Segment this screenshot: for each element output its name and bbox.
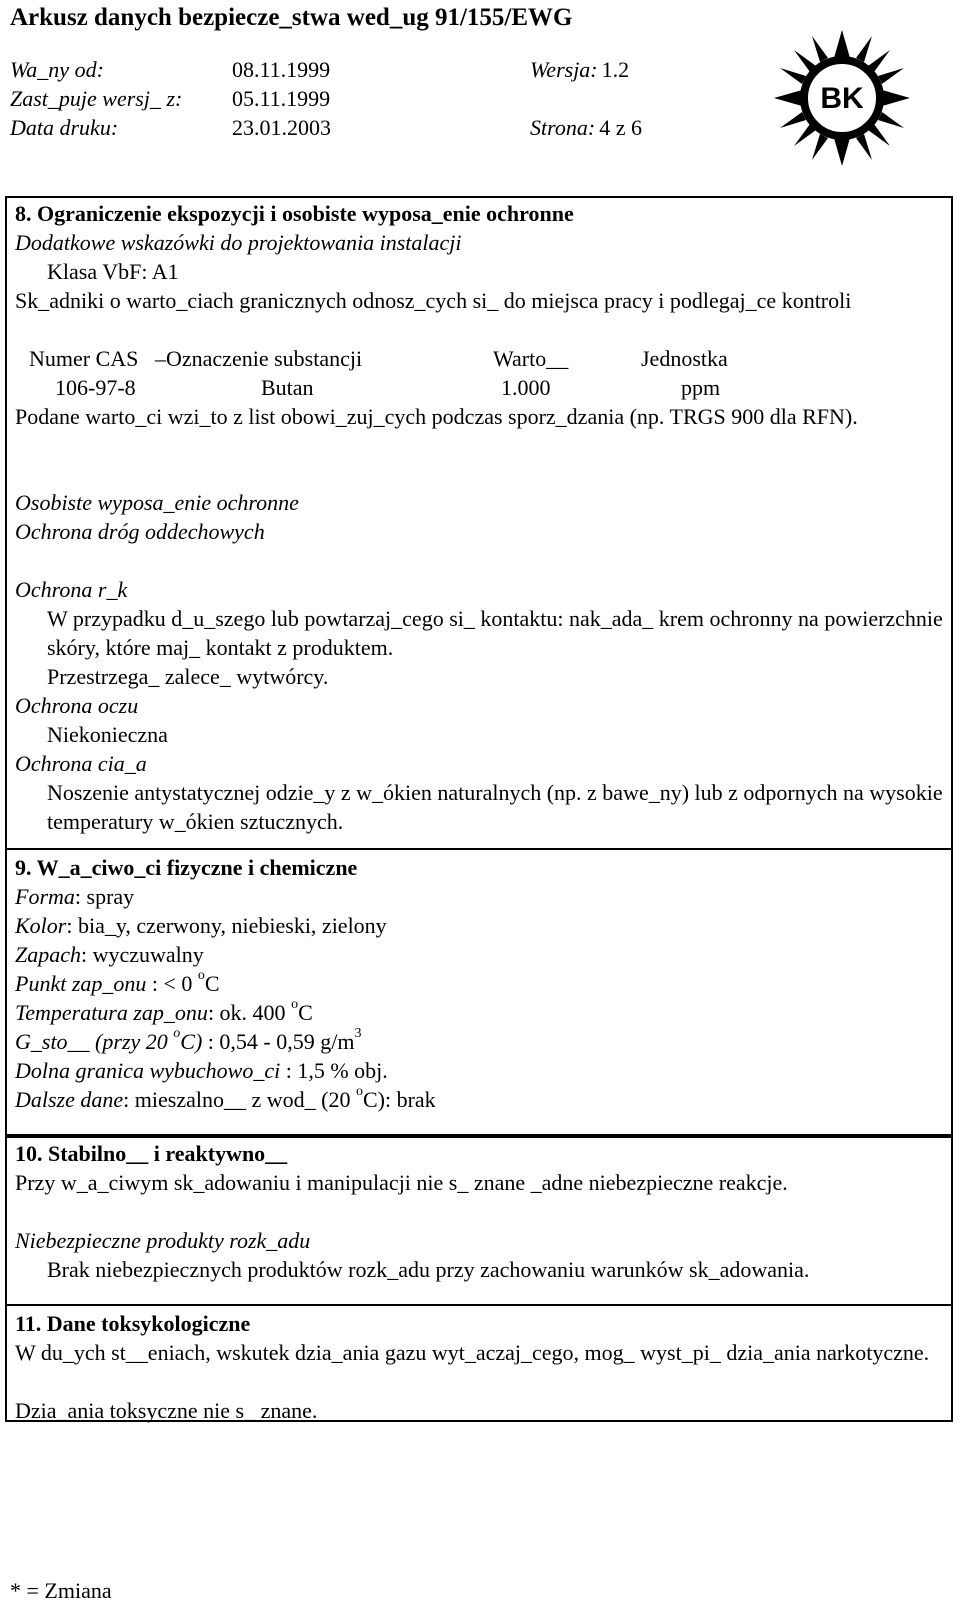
density-label-end: C) <box>180 1029 203 1054</box>
prop-flash-point <box>15 970 943 999</box>
misc-value-end: C): brak <box>362 1087 436 1112</box>
install-heading: Dodatkowe wskazówki do projektowania instalacji <box>15 230 462 255</box>
version-label: Wersja: <box>530 57 598 82</box>
decomposition-heading: Niebezpieczne produkty rozk_adu <box>15 1228 311 1253</box>
form-label: Forma <box>15 884 75 909</box>
logo-lettering: BK <box>820 82 864 115</box>
color-value: : bia_y, czerwony, niebieski, zielony <box>66 913 387 938</box>
misc-value: : mieszalno__ z wod_ (20 <box>123 1087 356 1112</box>
eyes-heading: Ochrona oczu <box>15 693 139 718</box>
cell-cas: 106-97-8 <box>55 375 136 400</box>
toxicology-text-2: Dzia_ania toksyczne nie s_ znane. <box>15 1398 318 1423</box>
misc-label: Dalsze dane <box>15 1087 124 1112</box>
toxicology-text: W du_ych st__eniach, wskutek dzia_ania gazu wyt_aczaj_cego, mog_ wyst_pi_ dzia_ania narkotyczne. <box>15 1340 930 1365</box>
limits-table-header <box>15 345 943 374</box>
section-8-title: 8. Ograniczenie ekspozycji i osobiste wyposa_enie ochronne <box>15 201 574 226</box>
density-value: : 0,54 - 0,59 g/m <box>202 1029 355 1054</box>
section-11 <box>5 1306 953 1422</box>
degree-sup: o <box>197 968 205 983</box>
table-row <box>15 374 943 403</box>
respiratory-heading: Ochrona dróg oddechowych <box>15 519 265 544</box>
stability-text: Przy w_a_ciwym sk_adowaniu i manipulacji nie s_ znane _adne niebezpieczne reakcje. <box>15 1170 788 1195</box>
body-text: Noszenie antystatycznej odzie_y z w_ókien naturalnych (np. z bawe_ny) lub z odpornych na wysokie temperatury w_ókien sztucznych. <box>47 780 943 834</box>
section-11-title: 11. Dane toksykologiczne <box>15 1311 251 1336</box>
replaces-label: Zast_puje wersj_ z: <box>10 86 183 111</box>
flash-value: : < 0 <box>146 971 198 996</box>
prop-ignition <box>15 999 943 1028</box>
col-unit: Jednostka <box>641 346 728 371</box>
celsius: C <box>204 971 220 996</box>
lel-value: : 1,5 % obj. <box>280 1058 388 1083</box>
page-value: 4 z 6 <box>599 115 642 140</box>
prop-density <box>15 1028 943 1057</box>
celsius: C <box>298 1000 313 1025</box>
prop-misc <box>15 1086 943 1115</box>
col-substance: –Oznaczenie substancji <box>155 346 363 371</box>
page-title: Arkusz danych bezpiecze_stwa wed_ug 91/155/EWG <box>10 4 573 31</box>
source-note: Podane warto_ci wzi_to z list obowi_zuj_cych podczas sporz_dzania (np. TRGS 900 dla RFN). <box>15 404 858 429</box>
eyes-text: Niekonieczna <box>47 722 168 747</box>
prop-color <box>15 912 943 941</box>
issued-label: Wa_ny od: <box>10 57 104 82</box>
ignition-label: Temperatura zap_onu <box>15 1000 208 1025</box>
vbf-class: Klasa VbF: A1 <box>47 259 179 284</box>
color-label: Kolor <box>15 913 67 938</box>
cell-value: 1.000 <box>501 375 551 400</box>
ignition-value: : ok. 400 <box>207 1000 292 1025</box>
decomposition-text: Brak niebezpiecznych produktów rozk_adu przy zachowaniu warunków sk_adowania. <box>47 1257 810 1282</box>
page-label: Strona: <box>530 115 596 140</box>
hands-text-2: Przestrzega_ zalece_ wytwórcy. <box>47 664 329 689</box>
prop-odor <box>15 941 943 970</box>
ppe-heading: Osobiste wyposa_enie ochronne <box>15 490 299 515</box>
hands-text: W przypadku d_u_szego lub powtarzaj_cego si_ kontaktu: nak_ada_ krem ochronny na powierzchnie skóry, które maj_ kontakt z produktem. <box>47 606 943 660</box>
section-8 <box>5 196 953 850</box>
section-9 <box>5 850 953 1136</box>
density-exponent: 3 <box>354 1026 362 1041</box>
density-label: G_sto__ (przy 20 <box>15 1029 174 1054</box>
section-10-title: 10. Stabilno__ i reaktywno__ <box>15 1141 288 1166</box>
prop-form <box>15 883 943 912</box>
issued-value: 08.11.1999 <box>232 57 331 82</box>
flash-label: Punkt zap_onu <box>15 971 147 996</box>
replaces-value: 05.11.1999 <box>232 86 331 111</box>
odor-label: Zapach <box>15 942 81 967</box>
company-logo <box>772 28 912 168</box>
degree-sup: o <box>355 1084 363 1099</box>
odor-value: : wyczuwalny <box>81 942 204 967</box>
section-9-title: 9. W_a_ciwo_ci fizyczne i chemiczne <box>15 855 358 880</box>
version-value: 1.2 <box>601 57 630 82</box>
print-label: Data druku: <box>10 115 119 140</box>
cell-substance: Butan <box>261 375 314 400</box>
prop-lel <box>15 1057 943 1086</box>
footer-note: * = Zmiana <box>10 1578 112 1603</box>
limits-text: Sk_adniki o warto_ciach granicznych odnosz_cych si_ do miejsca pracy i podlegaj_ce kontroli <box>15 288 852 313</box>
body-heading: Ochrona cia_a <box>15 751 147 776</box>
cell-unit: ppm <box>681 375 721 400</box>
col-value: Warto__ <box>493 346 569 371</box>
degree-sup: o <box>291 997 299 1012</box>
hands-heading: Ochrona r_k <box>15 577 128 602</box>
lel-label: Dolna granica wybuchowo_ci <box>15 1058 281 1083</box>
degree-sup: o <box>173 1026 181 1041</box>
section-10 <box>5 1136 953 1306</box>
col-cas: Numer CAS <box>29 346 139 371</box>
print-value: 23.01.2003 <box>232 115 331 140</box>
form-value: : spray <box>74 884 135 909</box>
